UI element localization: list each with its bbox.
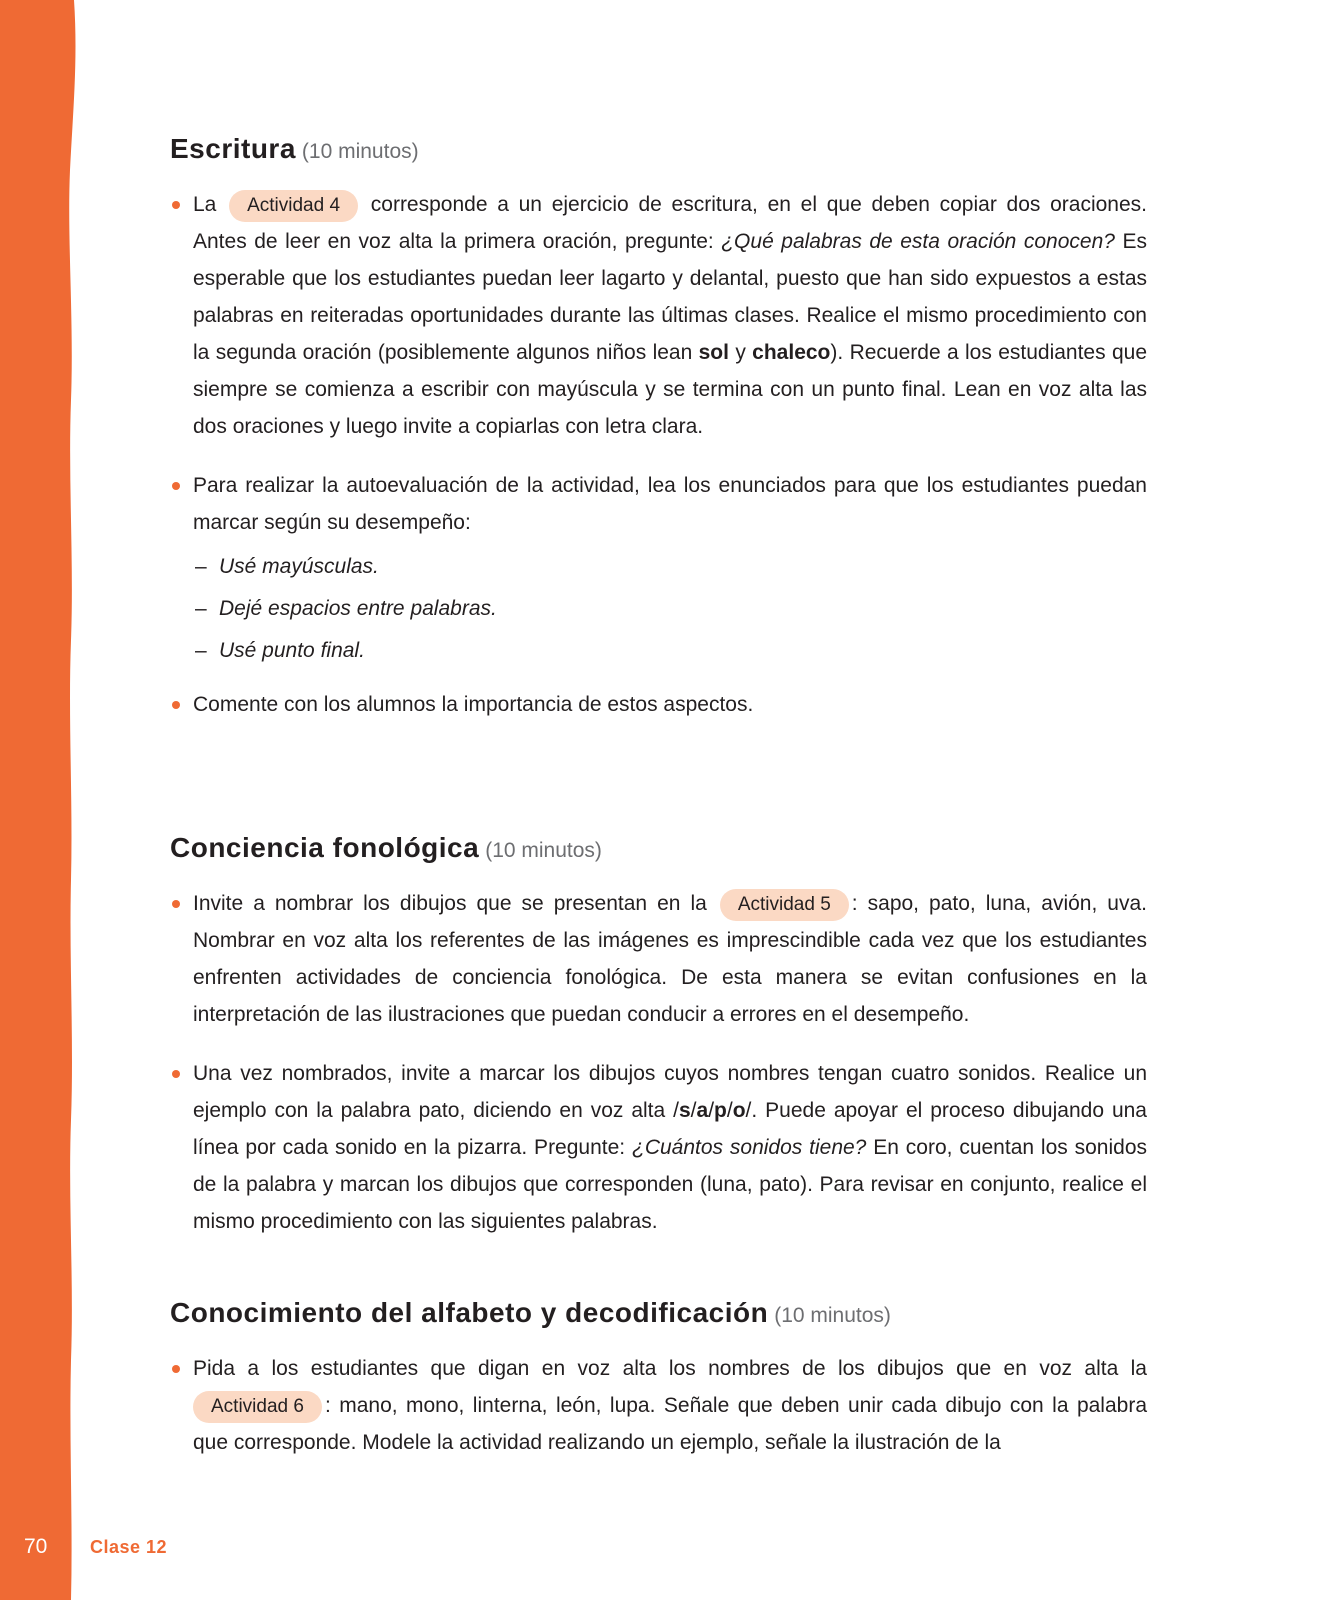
class-label: Clase 12 [90,1537,168,1557]
section-escritura [170,133,1147,723]
phoneme: s [678,1099,691,1122]
section-duration: (10 minutos) [485,839,602,862]
text-run: ). Recuerde a los estudiantes que siempre se comienza a escribir con mayúscula y se termina con un punto final. Lean en voz alta las dos oraciones y luego invite a copiarlas con letra clara. [193,341,1147,438]
phoneme: o [732,1099,746,1122]
section-title [170,133,1147,165]
italic-question: ¿Cuántos sonidos tiene? [632,1136,867,1159]
section-duration: (10 minutos) [774,1304,891,1327]
text-run: corresponde a un ejercicio de escritura, en el que deben copiar dos oraciones. Antes de leer en voz alta la primera oración, pregunte: [193,193,1148,253]
section-title-text: Conciencia fonológica [170,832,480,863]
bullet-paragraph [170,885,1147,1033]
section-title [170,832,1147,864]
bullet-paragraph: Comente con los alumnos la importancia de estos aspectos. [170,686,1147,723]
checklist-item: – Usé punto final. [170,630,1147,672]
text-run: Invite a nombrar los dibujos que se presentan en la [193,892,707,915]
text-run: Es esperable que los estudiantes puedan leer lagarto y delantal, puesto que han sido expuestos a estas palabras en reiteradas oportunidades durante las últimas clases. Realice el mismo procedimiento con la segunda oración (posiblemente algunos niños lean [193,230,1148,364]
text-run: En coro, cuentan los sonidos de la palabra y marcan los dibujos que corresponden (luna, pato). Para revisar en conjunto, realice el mismo procedimiento con las siguientes palabras. [193,1136,1148,1233]
section-title-text: Conocimiento del alfabeto y decodificación [170,1297,769,1328]
phoneme: a [696,1099,709,1122]
text-run: Pida a los estudiantes que digan en voz alta los nombres de los dibujos que en voz alta la [193,1357,1147,1380]
bold-word: chaleco [752,341,831,364]
bold-word: sol [698,341,729,364]
text-run: /. Puede apoyar el proceso dibujando una línea por cada sonido en la pizarra. Pregunte: [193,1099,1147,1159]
self-assessment-list [170,546,1147,672]
checklist-item: – Dejé espacios entre palabras. [170,588,1147,630]
activity-badge: Actividad 5 [720,889,849,921]
page-number: 70 [24,1535,48,1558]
section-duration: (10 minutos) [301,140,419,163]
section-alfabeto-decodificacion [170,1297,1147,1461]
text-run: : mano, mono, linterna, león, lupa. Señale que deben unir cada dibujo con la palabra que corresponde. Modele la actividad realizando un ejemplo, señale la ilustración de la [193,1394,1147,1454]
bullet-paragraph: Para realizar la autoevaluación de la actividad, lea los enunciados para que los estudiantes puedan marcar según su desempeño: [170,467,1147,541]
phoneme-separator: / [708,1099,715,1122]
phoneme: p [714,1099,727,1122]
phoneme-separator: / [690,1099,697,1122]
italic-question: ¿Qué palabras de esta oración conocen? [721,230,1115,253]
text-run: : sapo, pato, luna, avión, uva. Nombrar en voz alta los referentes de las imágenes es imprescindible cada vez que los estudiantes enfrenten actividades de conciencia fonológica. De esta manera se evitan confusiones en la interpretación de las ilustraciones que puedan conducir a errores en el desempeño. [193,892,1147,1026]
activity-badge: Actividad 6 [193,1391,322,1423]
bullet-paragraph [170,1055,1147,1240]
bullet-paragraph [170,1350,1147,1461]
phoneme-separator: / [726,1099,733,1122]
bullet-paragraph [170,186,1147,445]
section-title-text: Escritura [170,133,296,164]
text-run: Una vez nombrados, invite a marcar los dibujos cuyos nombres tengan cuatro sonidos. Realice un ejemplo con la palabra pato, diciendo en voz alta / [193,1062,1147,1122]
text-run: La [193,193,217,216]
section-conciencia-fonologica [170,832,1147,1240]
activity-badge: Actividad 4 [229,190,358,222]
checklist-item: – Usé mayúsculas. [170,546,1147,588]
side-color-band [0,0,80,1600]
section-title [170,1297,1147,1329]
text-run: y [728,341,753,364]
